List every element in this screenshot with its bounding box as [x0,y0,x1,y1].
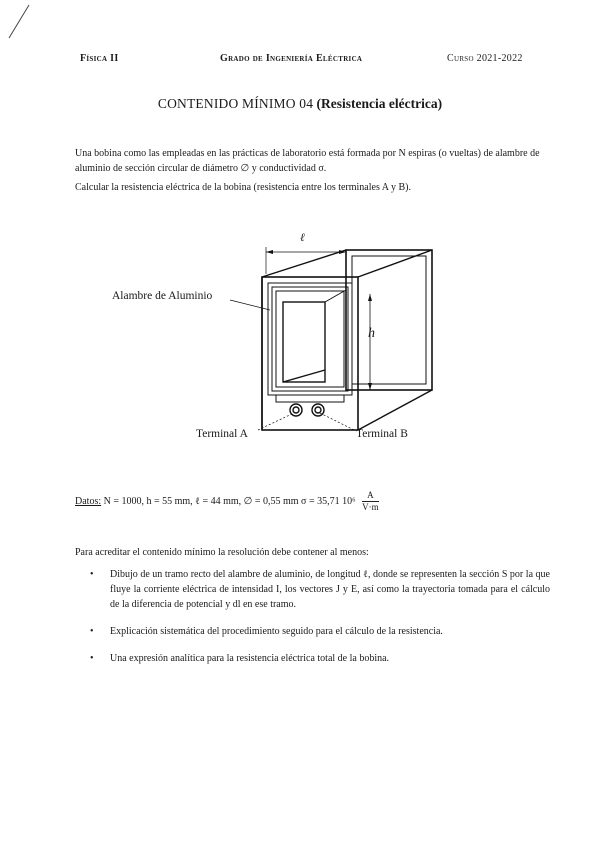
page-title [0,96,600,112]
requirement-3: Una expresión analítica para la resistencia eléctrica total de la bobina. [110,653,390,664]
data-values: N = 1000, h = 55 mm, ℓ = 44 mm, ∅ = 0,55 mm σ = 35,71 10⁶ [103,495,356,507]
scan-mark [2,2,32,42]
requirement-1: Dibujo de un tramo recto del alambre de aluminio, de longitud ℓ, donde se representen la sección S por la que fluye la corriente eléctrica de intensidad I, los vectores J y E, así como la trayectoria tomada para el cálculo de la diferencia de potencial y dl en ese tramo. [110,569,550,610]
coil-figure [100,230,460,460]
unit-fraction [362,490,379,513]
unit-numerator: A [362,490,379,502]
requirements-list [90,567,550,678]
label-length: ℓ [300,232,305,244]
header-degree: Grado de Ingeniería Eléctrica [220,53,363,64]
label-wire: Alambre de Aluminio [112,290,213,302]
title-sub: (Resistencia eléctrica) [316,96,443,111]
header-course: Física II [80,53,119,64]
label-height: h [368,326,375,341]
label-terminal-b: Terminal B [356,428,408,440]
statement-paragraph-2: Calcular la resistencia eléctrica de la bobina (resistencia entre los terminales A y B). [75,182,411,193]
list-item [90,651,550,666]
list-item [90,624,550,639]
bullet-icon: • [90,653,94,664]
list-item [90,567,550,612]
label-terminal-a: Terminal A [196,428,248,440]
unit-denominator: V·m [362,502,379,512]
bullet-icon: • [90,569,94,580]
header-year: Curso 2021-2022 [447,53,523,64]
statement-paragraph-1: Una bobina como las empleadas en las prácticas de laboratorio está formada por N espiras (o vueltas) de alambre de aluminio de sección circular de diámetro ∅ y conductividad σ. [75,148,540,174]
requirement-2: Explicación sistemática del procedimiento seguido para el cálculo de la resistencia. [110,626,443,637]
bullet-icon: • [90,626,94,637]
data-line [75,490,379,513]
coil-drawing [100,230,460,460]
requirements-intro: Para acreditar el contenido mínimo la resolución debe contener al menos: [75,547,369,558]
data-label: Datos: [75,495,102,507]
title-main: CONTENIDO MÍNIMO 04 [157,96,314,111]
